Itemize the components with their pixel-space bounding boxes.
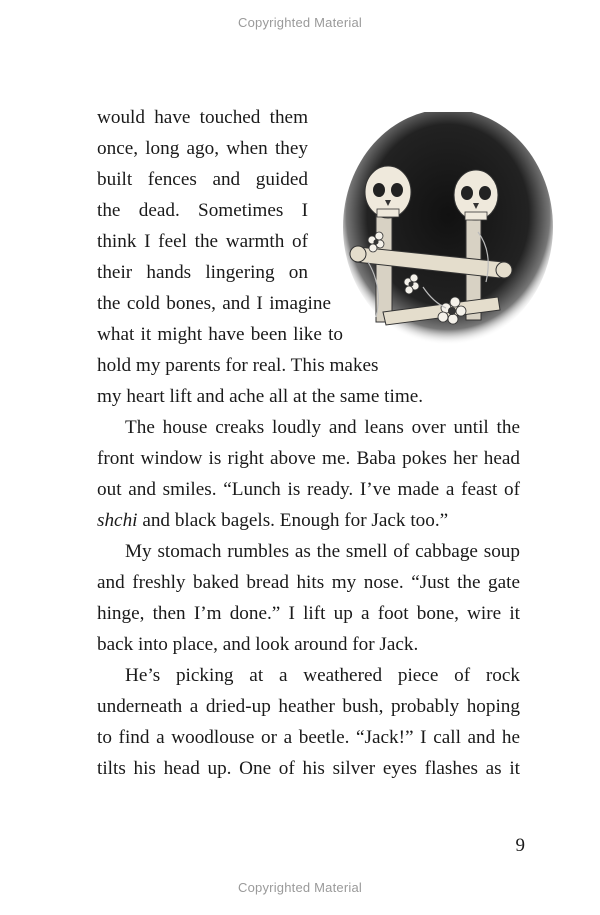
text-line: the cold bones, and I imagine (97, 293, 331, 314)
text-line: my heart lift and ache all at the same time. (97, 386, 424, 407)
text-line: front window is right above me. Baba pokes her head (97, 448, 520, 469)
text-line: and freshly baked bread hits my nose. “Just the gate (97, 572, 520, 593)
watermark-top: Copyrighted Material (238, 15, 362, 30)
text-line: to find a woodlouse or a beetle. “Jack!” I call and he (97, 727, 520, 748)
text-line: underneath a dried-up heather bush, probably hoping (97, 696, 520, 717)
watermark-bottom: Copyrighted Material (238, 880, 362, 895)
text-line: the dead. Sometimes I (97, 200, 308, 221)
text-line: think I feel the warmth of (97, 231, 308, 252)
text-line: The house creaks loudly and leans over until the (125, 417, 520, 438)
skull-fence-illustration (328, 112, 553, 355)
text-line: He’s picking at a weathered piece of rock (125, 665, 520, 686)
text-line: once, long ago, when they (97, 138, 308, 159)
text-span: and black bagels. Enough for Jack too.” (137, 510, 449, 531)
text-line: tilts his head up. One of his silver eyes flashes as it (97, 758, 520, 779)
text-line: would have touched them (97, 107, 308, 128)
text-line: built fences and guided (97, 169, 308, 190)
italic-word: shchi (97, 510, 138, 531)
text-line: their hands lingering on (97, 262, 308, 283)
text-line (97, 505, 448, 536)
text-line: out and smiles. “Lunch is ready. I’ve made a feast of (97, 479, 520, 500)
page-number: 9 (515, 835, 525, 856)
text-line: what it might have been like to (97, 324, 343, 345)
text-line: hold my parents for real. This makes (97, 355, 379, 376)
text-line: back into place, and look around for Jack. (97, 634, 419, 655)
text-line: My stomach rumbles as the smell of cabbage soup (125, 541, 520, 562)
text-line: hinge, then I’m done.” I lift up a foot bone, wire it (97, 603, 520, 624)
